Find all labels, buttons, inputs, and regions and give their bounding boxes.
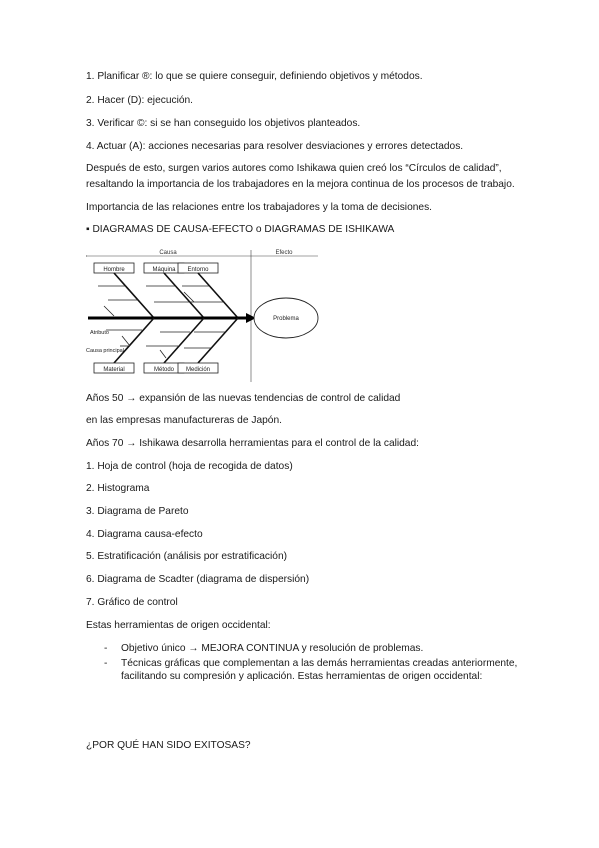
tool-item-4: 4. Diagrama causa-efecto [86, 529, 203, 540]
bullet-tecnicas-text: Técnicas gráficas que complementan a las demás herramientas creadas anteriormente, [121, 658, 518, 669]
cause-label-metodo: Método [153, 367, 175, 373]
effect-label: Problema [273, 316, 299, 322]
tools-intro: Estas herramientas de origen occidental: [86, 620, 271, 631]
paragraph-circles-line-2: resaltando la importancia de los trabajadores en la mejora continua de los procesos de trabajo. [86, 179, 515, 190]
bullet-tecnicas-continuation: facilitando su compresión y aplicación. Estas herramientas de origen occidental: [121, 671, 483, 682]
paragraph-relations: Importancia de las relaciones entre los trabajadores y la toma de decisiones. [86, 202, 432, 213]
bullet-tecnicas [104, 657, 517, 670]
cause-label-maquina: Máquina [152, 267, 176, 273]
bullet-dash: - [104, 658, 108, 669]
step-check: 3. Verificar ©: si se han conseguido los objetivos planteados. [86, 118, 361, 129]
header-cause: Causa [159, 250, 177, 256]
years70-line: Años 70 → Ishikawa desarrolla herramientas para el control de la calidad: [86, 438, 419, 449]
tool-item-3: 3. Diagrama de Pareto [86, 506, 189, 517]
tool-item-2: 2. Histograma [86, 483, 150, 494]
side-label-atributo: Atributo [90, 330, 109, 336]
tool-item-7: 7. Gráfico de control [86, 597, 178, 608]
tool-item-6: 6. Diagrama de Scadter (diagrama de dispersión) [86, 574, 310, 585]
cause-label-material: Material [103, 367, 125, 373]
side-label-causa-principal: Causa principal [86, 348, 124, 354]
bullet-objetivo [104, 642, 423, 655]
step-do: 2. Hacer (D): ejecución. [86, 95, 194, 106]
question-heading: ¿POR QUÉ HAN SIDO EXITOSAS? [86, 740, 251, 751]
tool-item-1: 1. Hoja de control (hoja de recogida de datos) [86, 461, 293, 472]
tool-item-5: 5. Estratificación (análisis por estratificación) [86, 551, 287, 562]
cause-label-hombre: Hombre [103, 267, 125, 273]
header-effect: Efecto [275, 250, 293, 256]
ishikawa-diagram [86, 246, 322, 382]
years50-line-1: Años 50 → expansión de las nuevas tendencias de control de calidad [86, 393, 401, 404]
step-plan: 1. Planificar ®: lo que se quiere conseguir, definiendo objetivos y métodos. [86, 71, 423, 82]
step-act: 4. Actuar (A): acciones necesarias para resolver desviaciones y errores detectados. [86, 141, 464, 152]
bullet-objetivo-text: Objetivo único → MEJORA CONTINUA y resolución de problemas. [121, 643, 424, 654]
years50-line-2: en las empresas manufactureras de Japón. [86, 415, 282, 426]
cause-label-entorno: Entorno [187, 267, 209, 273]
section-heading: ▪ DIAGRAMAS DE CAUSA-EFECTO o DIAGRAMAS DE ISHIKAWA [86, 224, 395, 235]
cause-label-medicion: Medición [185, 367, 211, 373]
bullet-dash: - [104, 643, 108, 654]
paragraph-circles-line-1: Después de esto, surgen varios autores como Ishikawa quien creó los “Círculos de calidad”, [86, 163, 502, 174]
